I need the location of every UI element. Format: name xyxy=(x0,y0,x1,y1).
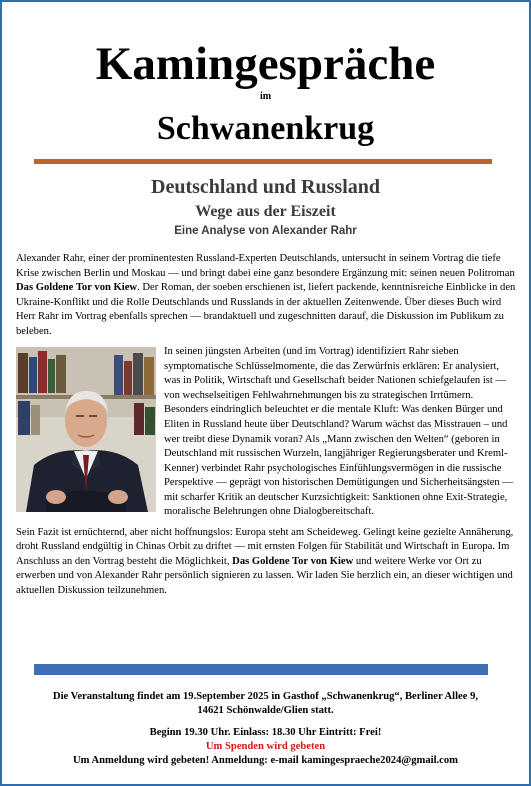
event-times: Beginn 19.30 Uhr. Einlass: 18.30 Uhr Eintritt: Frei! xyxy=(149,727,382,738)
paragraph-conclusion xyxy=(16,526,516,599)
intro-text-b-inner: . Der Roman, der soeben erschienen ist, liefert packende, kenntnisreiche Einblicke in den Ukraine-Konflikt und die Rolle Deutschlands und Russlands in der aktuellen Zeitenwende. Über dieses Buch wird Herr Rahr im Vortrag ebenfalls sprechen — brandaktuell und zugeschnitten darauf, die Diskussion im Publikum zu beleben. xyxy=(16,282,516,337)
registration-note: Um Anmeldung wird gebeten! Anmeldung: e-mail kamingespraeche2024@gmail.com xyxy=(72,755,459,766)
author-portrait-image xyxy=(16,347,156,512)
heading-analysis: Eine Analyse von Alexander Rahr xyxy=(174,225,357,237)
top-divider xyxy=(34,159,492,164)
bottom-divider xyxy=(34,664,488,675)
book-title-second: Das Goldene Tor von Kiew xyxy=(232,555,354,567)
title-im: im xyxy=(259,91,272,102)
event-location-line2: 14621 Schönwalde/Glien statt. xyxy=(197,705,334,716)
conclusion-text-a: Sein Fazit ist ernüchternd, aber nicht hoffnungslos: Europa steht am Scheideweg. Gelingt keine gezielte Annäherung, droht Russland endgültig in Chinas Orbit zu driftet — mit ernsten Folgen für Stabilität und Wirtschaft in Europa. Im Anschluss an den Vortrag besteht die Möglichkeit, xyxy=(16,526,514,567)
heading-sub: Wege aus der Eiszeit xyxy=(195,203,336,220)
title-schwanenkrug: Schwanenkrug xyxy=(156,110,375,147)
title-kamingespraeche: Kamingespräche xyxy=(95,38,436,90)
book-title: Das Goldene Tor von Kiew xyxy=(16,282,138,294)
conclusion-text-b: und weitere Werke vor Ort zu erwerben und von Alexander Rahr persönlich signieren zu lassen. Wir laden Sie herzlich ein, an dieser wichtigen und aktuellen Diskussion teilzunehmen. xyxy=(16,555,513,597)
paragraph-analysis: In seinen jüngsten Arbeiten (und im Vortrag) identifiziert Rahr sieben symptomatische Schlüsselmomente, die das Zerwürfnis erklären: Er analysiert, was in Politik, Wirtschaft und Gesellschaft beider Nationen schiefgelaufen ist — von wechselseitigen Fehlwahrnehmungen bis zu strategischen Irrtümern. Besonders eindringlich beleuchtet er die mentale Kluft: Was denken Bürger und Eliten in Russland heute über Deutschland? Warum wächst das Misstrauen – und wer treibt diese Dynamik voran? Als „Mann zwischen den Welten“ (geboren in Deutschland mit russischen Wurzeln, langjähriger Regierungsberater und Kreml-Kenner) verbindet Rahr psychologisches Einfühlungsvermögen in die russische Perspektive — geprägt von historischen Demütigungen und Sicherheitsängsten — mit scharfer Kritik an deutscher Kurzsichtigkeit: Sanktionen ohne Exit-Strategie, moralische Belehrungen ohne Dialogbereitschaft. xyxy=(164,346,513,518)
author-photo xyxy=(16,347,156,512)
heading-main: Deutschland und Russland xyxy=(151,176,380,198)
paragraph-intro xyxy=(16,252,516,339)
article-body xyxy=(16,252,516,605)
intro-text-a: Alexander Rahr, einer der prominentesten Russland-Experten Deutschlands, untersucht in seinem Vortrag die tiefe Krise zwischen Berlin und Moskau — und bringt dabei eine ganz besondere Ergänzung mit: seinen neuen Politroman xyxy=(16,253,515,279)
donations-note: Um Spenden wird gebeten xyxy=(205,741,326,752)
event-location-line1: Die Veranstaltung findet am 19.September 2025 in Gasthof „Schwanenkrug“, Berliner Allee 9, xyxy=(52,691,479,702)
